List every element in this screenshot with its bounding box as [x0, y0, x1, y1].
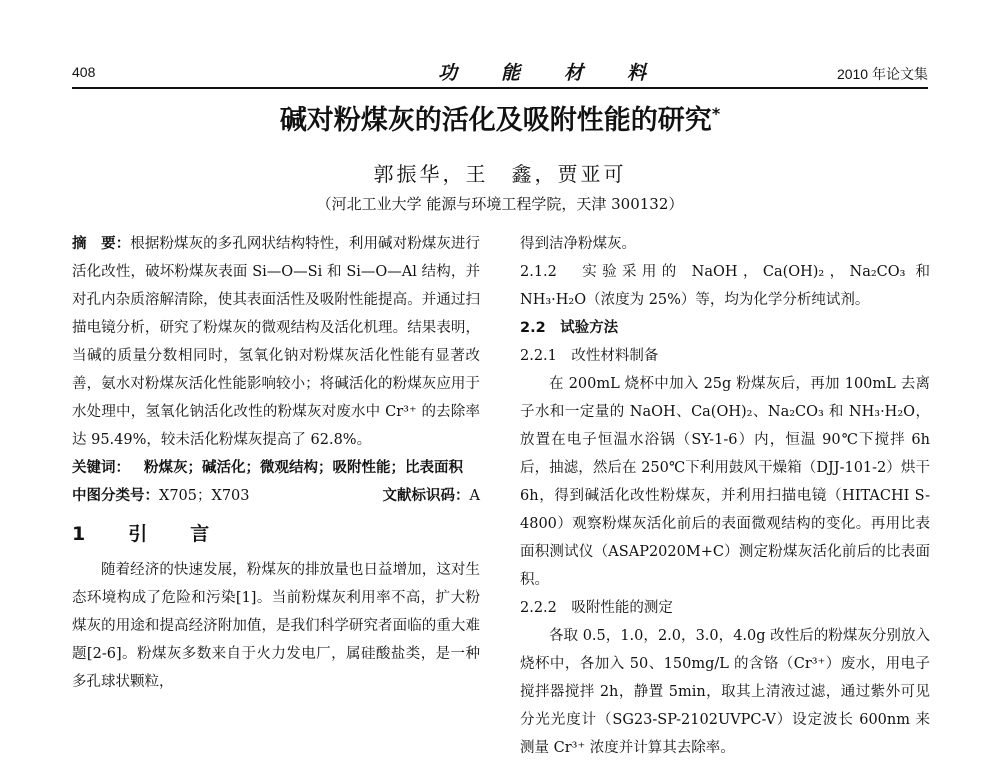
title-text: 碱对粉煤灰的活化及吸附性能的研究 — [279, 105, 712, 136]
article-title — [0, 98, 1000, 137]
title-footnote-mark: * — [711, 104, 721, 123]
section-1-text: 随着经济的快速发展，粉煤灰的排放量也日益增加，这对生态环境构成了危险和污染[1]。当前粉煤灰利用率不高，扩大粉煤灰的用途和提高经济附加值，是我们科学研究者面临的重大难题[2-6]。粉煤灰多数来自于火力发电厂，属硅酸盐类，是一种多孔球状颗粒， — [72, 562, 480, 690]
section-2-2-2-text: 各取 0.5，1.0，2.0，3.0，4.0g 改性后的粉煤灰分别放入烧杯中，各加入 50、150mg/L 的含铬（Cr³⁺）废水，用电子搅拌器搅拌 2h，静置 5min，取其上清液过滤，通过紫外可见分光光度计（SG23-SP-2102UVPC-V）设定波长 600nm 来测量 Cr³⁺ 浓度并计算其去除率。 — [520, 628, 930, 756]
journal-name: 功能材料 — [438, 62, 691, 84]
authors: 郭振华，王 鑫，贾亚可 — [373, 162, 627, 186]
right-column — [520, 230, 930, 762]
section-2-2-1-heading: 2.2.1 改性材料制备 — [520, 348, 659, 364]
keywords — [72, 454, 480, 482]
continued-paragraph: 得到洁净粉煤灰。 — [520, 236, 636, 252]
doc-code-label: 文献标识码： — [382, 488, 470, 504]
section-2-1-2: 2.1.2 实验采用的 NaOH，Ca(OH)₂，Na₂CO₃ 和 NH₃·H₂O（浓度为 25%）等，均为化学分析纯试剂。 — [520, 264, 930, 308]
abstract-label: 摘 要： — [72, 236, 131, 252]
page-number: 408 — [72, 64, 96, 80]
clc-label: 中图分类号： — [72, 488, 159, 504]
section-2-2-1-text: 在 200mL 烧杯中加入 25g 粉煤灰后，再加 100mL 去离子水和一定量的 NaOH、Ca(OH)₂、Na₂CO₃ 和 NH₃·H₂O，放置在电子恒温水浴锅（SY-1-6）内，恒温 90℃下搅拌 6h 后，抽滤，然后在 250℃下利用鼓风干燥箱（DJJ-101-2）烘干 6h，得到碱活化改性粉煤灰，并利用扫描电镜（HITACHI S-4800）观察粉煤灰活化前后的表面微观结构的变化。再用比表面积测试仪（ASAP2020M+C）测定粉煤灰活化前后的比表面积。 — [520, 376, 930, 588]
year-issue: 2010 年论文集 — [836, 66, 928, 82]
header-rule — [72, 87, 928, 89]
section-2-2-heading: 2.2 试验方法 — [520, 320, 619, 336]
affiliation: （河北工业大学 能源与环境工程学院，天津 300132） — [316, 195, 684, 213]
classification-line — [72, 482, 480, 510]
section-2-2-2-heading: 2.2.2 吸附性能的测定 — [520, 600, 673, 616]
abstract — [72, 230, 480, 454]
clc-value: X705；X703 — [159, 488, 250, 504]
abstract-text: 根据粉煤灰的多孔网状结构特性，利用碱对粉煤灰进行活化改性，破坏粉煤灰表面 Si—O—Si 和 Si—O—Al 结构，并对孔内杂质溶解清除，使其表面活性及吸附性能提高。并通过扫描电镜分析，研究了粉煤灰的微观结构及活化机理。结果表明，当碱的质量分数相同时，氢氧化钠对粉煤灰活化性能有显著改善，氨水对粉煤灰活化性能影响较小；将碱活化的粉煤灰应用于水处理中，氢氧化钠活化改性的粉煤灰对废水中 Cr³⁺ 的去除率达 95.49%，较未活化粉煤灰提高了 62.8%。 — [72, 236, 480, 448]
doc-code-value: A — [469, 488, 480, 504]
keywords-label: 关键词： — [72, 460, 130, 476]
keywords-text: 粉煤灰；碱活化；微观结构；吸附性能；比表面积 — [144, 460, 463, 476]
section-1-heading: 1 引 言 — [72, 523, 222, 545]
left-column — [72, 230, 480, 696]
